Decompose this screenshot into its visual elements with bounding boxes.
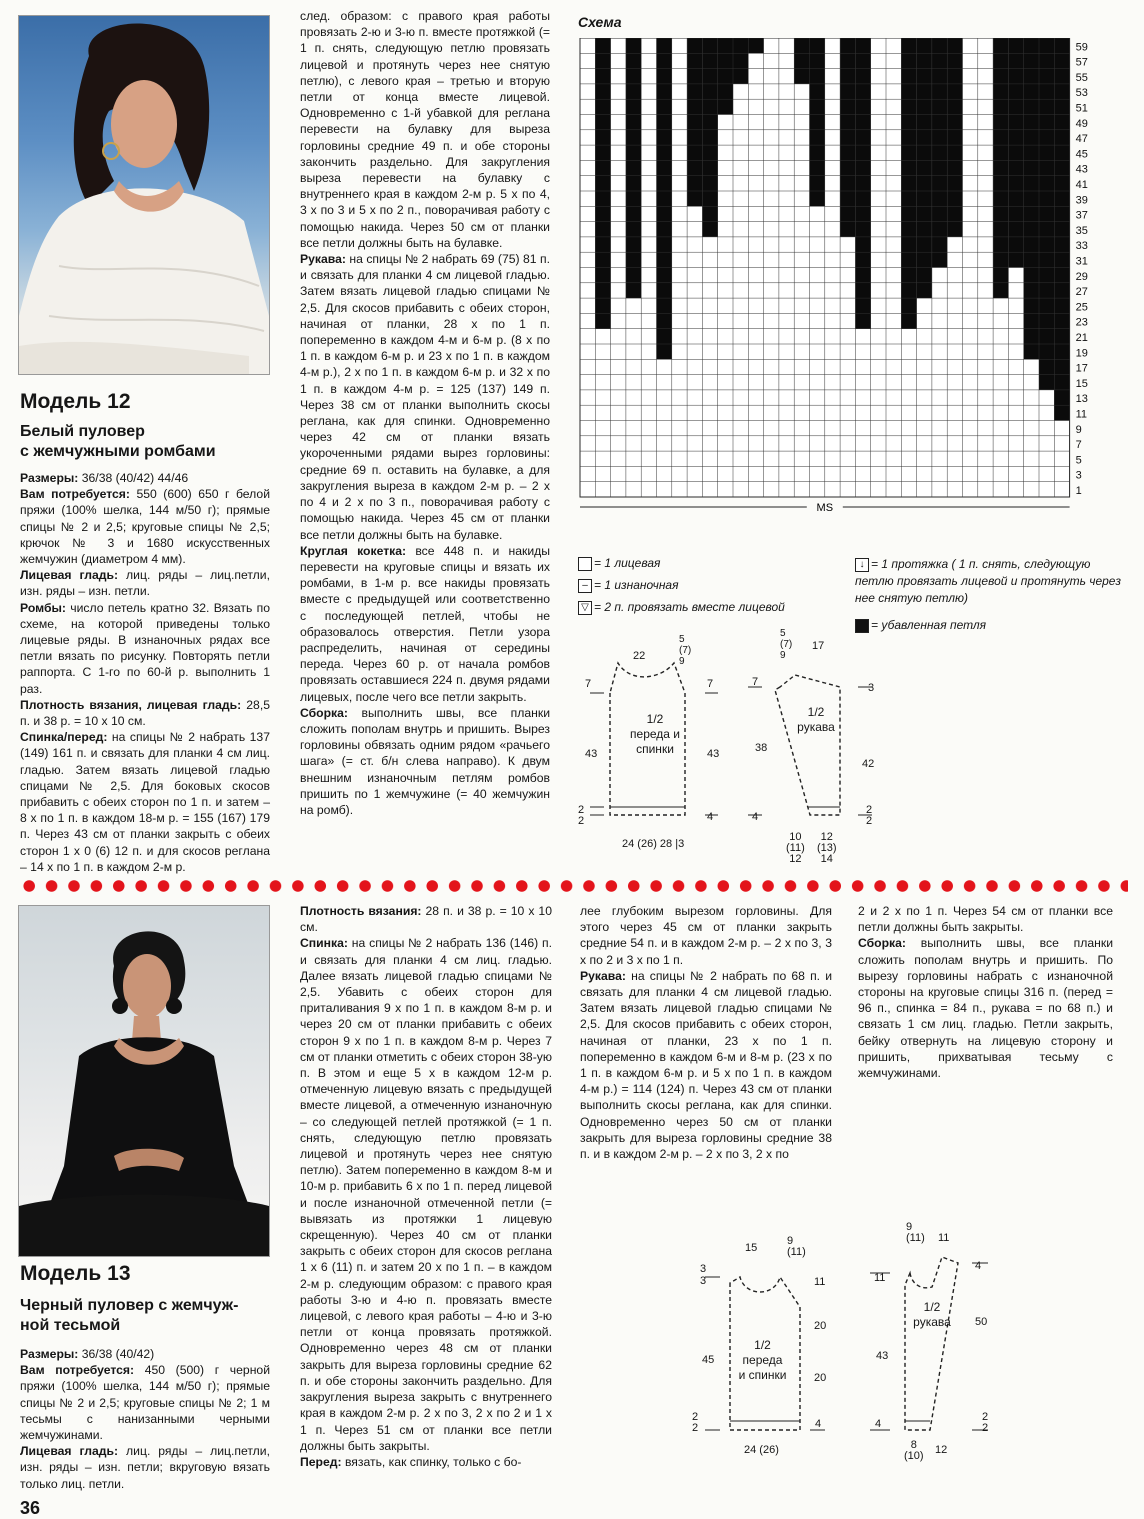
- m13-sleeve-bottom-left: 4: [875, 1418, 882, 1430]
- m13-sleeve-width-left: 8 (10): [904, 1439, 924, 1462]
- paragraph-text: выполнить швы, все планки сложить пополам внутрь и пришить. Вырез горловины обвязать одним рядом «рачьего шага» (= ст. б/н слева направо). К двум внешним изнаночным петлям ромбов пришить по 1 жемчужине (= 40 жемчужин на ромб).: [300, 705, 550, 817]
- paragraph: [20, 729, 270, 875]
- m13-front-label: 1/2 переда и спинки: [738, 1338, 787, 1382]
- model-12-photo: [18, 15, 270, 375]
- row-number: 21: [1075, 332, 1088, 344]
- m12-sleeve-bottom-left: 4: [752, 811, 759, 823]
- paragraph: [300, 251, 550, 543]
- m13-front-height: 45: [702, 1354, 715, 1366]
- paragraph-text: все 448 п. и накиды перевести на круговые спицы и вязать их ромбами, в 1-м р. все накиды провязать вместе с предыдущей или соответственно с последующей петлей, чтобы не образовалось отверстия. Петли узора распределить, начиная от середины переда. Через 60 р. от начала ромбов провязать оставшиеся 224 п. двумя рядами лицевых, после чего все петли закрыть.: [300, 543, 551, 704]
- m13-front-right-3: 20: [814, 1372, 827, 1384]
- paragraph-text: лиц. ряды – лиц.петли, изн. ряды – изн. петли; вкруговую вязать только лиц. петли.: [20, 1444, 270, 1491]
- m13-front-bottom-left: 2 2: [692, 1411, 699, 1434]
- m12-front-width: 24 (26) 28 |3: [622, 838, 685, 850]
- decreased-stitch-column: [901, 38, 916, 329]
- row-number: 1: [1075, 485, 1082, 497]
- paragraph: [20, 567, 270, 599]
- decreased-stitch-column: [993, 38, 1008, 298]
- paragraph-text: на спицы № 2 набрать 69 (75) 81 п. и связать для планки 4 см лицевой гладью. Затем вязать лицевой гладью спицами № 2,5. Для скосов прибавить с обеих сторон, начиная от планки, 28 х по 1 п. попеременно в каждом 4-м и 6-м р. (8 х по 1 п. в каждом 6-м р. и 23 х по 1 п. в каждом 4-м р.), 2 х по 1 п. в каждом 6-м р. и 32 х по 1 п. в каждом 4-м р. = 125 (137) 149 п. Через 38 см от планки выполнить скосы реглана, как для спинки. Одновременно через 42 см от планки вязать укороченными рядами вырез горловины: средние 69 п. оставить на булавке, а для закругления выреза в каждом 2-м р. – 2 х по 4 и 2 х по 3 п., поворачивая работу с помощью накида. Через 45 см от планки все петли должны быть на булавке.: [300, 252, 550, 542]
- m12-sleeve-right-top: 3: [868, 682, 875, 694]
- row-number: 13: [1075, 393, 1088, 406]
- m13-sleeve-width-right: 12: [935, 1444, 948, 1456]
- model-13-col4: [858, 903, 1113, 1081]
- paragraph-text: 36/38 (40/42) 44/46: [78, 471, 189, 485]
- paragraph-text: число петель кратно 32. Вязать по схеме, на которой приведены только лицевые ряды. В изнаночных рядах все петли вязать по рисунку. Повторять петли раппорта. С 1-го по 60-й р. выполнить 1 раз.: [20, 600, 270, 696]
- row-number: 3: [1075, 469, 1082, 482]
- model-13-col2: [300, 903, 552, 1470]
- legend-decreased: = убавленная петля: [855, 618, 986, 633]
- paragraph: [300, 8, 550, 251]
- decreased-stitch-column: [595, 38, 610, 329]
- paragraph-text: след. образом: с правого края работы провязать 2-ю и 3-ю п. вместе протяжкой (= 1 п. снять, следующую петлю провязать лицевой и протянуть через нее снятую петлю), с левого края – третью и вторую петли от конца вместе лицевой. Одновременно с 1-й убавкой для реглана перевести на булавку для выреза горловины средние 49 п. и обе стороны закончить раздельно. Для закругления выреза перевести на булавку с внутреннего края в каждом 2-м р. 5 х по 4, 3 х по 3 и 5 х по 2 п., поворачивая работу с помощью накида. Через 50 см от планки все петли должны быть на булавке.: [300, 9, 550, 250]
- decreased-stitch-column: [626, 38, 641, 298]
- decreased-stitch-column: [794, 38, 809, 84]
- paragraph: [300, 705, 550, 818]
- knitting-chart: [575, 38, 1135, 548]
- paragraph-label: Перед:: [300, 1454, 342, 1469]
- row-number: 41: [1075, 179, 1088, 191]
- paragraph-text: 550 (600) 650 г белой пряжи (100% шелка, 144 м/50 г); прямые спицы № 2 и 2,5; круговые спицы № 2,5; крючок № 3 и 1680 искусственных жемчужин (диаметром 4 мм).: [20, 487, 270, 567]
- m13-sleeve-height-left: 43: [876, 1350, 889, 1362]
- decreased-stitch-column: [718, 38, 733, 115]
- paragraph-label: Рукава:: [300, 252, 346, 267]
- paragraph-text: на спицы № 2 набрать 136 (146) п. и связать для планки 4 см лиц. гладью. Далее вязать лицевой гладью спицами № 2,5. Убавить с обеих сторон для приталивания 9 х по 1 п. в каждом 8-м р. и через 20 см от планки прибавить с обеих сторон 9 х по 1 п. в каждом 8-м р. Через 7 см от планки отметить с обеих сторон 38-ую п. В этом и еще 5 х в каждом 12-м р. отмеченную лицевую вязать с предыдущей вместе лицевой, а отмеченную изнаночную – со следующей петлей протяжкой (= 1 п. снять, следующую петлю провязать лицевой и протянуть через нее снятую петлю). Затем попеременно в каждом 8-м и 10-м р. прибавить 6 х по 1 п. перед лицевой и после изнаночной отмеченной петли (= вывязать из протяжки 1 лицевую скрещенную). Через 40 см от планки закрыть с обеих сторон для скосов реглана 1 х 6 (11) п. и затем 20 х по 1 п. – в каждом 2-м р. следующим образом: с правого края работы 3-ю и 4-ю п. провязать вместе лицевой, с левого края работы – 4-ю и 3-ю петли от конца провязать протяжкой. Одновременно через 48 см от планки закрыть для выреза горловины средние 62 п. и обе стороны закончить раздельно. Для закругления выреза закрыть с внутреннего края в каждом 2-м р. 2 х по 3, 2 х по 2 и 1 х 1 п. Через 51 см от планки все петли должны быть закрыты.: [300, 936, 552, 1453]
- paragraph-text: на спицы № 2 набрать по 68 п. и связать для планки 4 см лицевой гладью. Затем вязать лицевой гладью спицами № 2,5. Для скосов прибавить с обеих сторон, начиная от планки, 23 х по 1 п. попеременно в каждом 6-м и 8-м р. (23 х по 1 п. в каждом 6-м р. и 5 х по 1 п. в каждом 4-м р.) = 114 (124) п. Через 43 см от планки выполнить скосы реглана, как для спинки. Одновременно через 50 см от планки закрыть для выреза горловины средние 38 п. и в каждом 2-м р. – 2 х по 3, 2 х по: [580, 968, 832, 1162]
- legend-knit: = 1 лицевая: [578, 556, 660, 571]
- row-number: 43: [1075, 163, 1088, 176]
- row-number: 17: [1075, 362, 1088, 375]
- paragraph-text: вязать, как спинку, только с бо-: [341, 1454, 522, 1469]
- decreased-stitch-column: [840, 38, 855, 237]
- decreased-stitch-column: [748, 38, 763, 53]
- m13-sleeve-top-right: 11: [938, 1232, 950, 1244]
- decreased-stitch-column: [810, 38, 825, 206]
- decreased-stitch-column: [947, 38, 962, 237]
- m13-front-bottom-right: 4: [815, 1418, 822, 1430]
- m12-front-bottom-right: 4: [707, 811, 714, 823]
- m12-sleeve-left-top: 7: [752, 676, 759, 688]
- legend-skp: ↓ = 1 протяжка ( 1 п. снять, следующую петлю провязать лицевой и протянуть через нее снятую петлю): [855, 557, 1121, 605]
- m12-front-height-left: 43: [585, 748, 598, 760]
- row-number: 45: [1075, 148, 1088, 161]
- paragraph-text: 450 (500) г черной пряжи (100% шелка, 144 м/50 г); прямые спицы № 2 и 2,5; круговые спицы № 2; 1 м тесьмы с нанизанными черными жемчужинами.: [20, 1363, 271, 1443]
- model-13-photo: [18, 905, 270, 1257]
- paragraph-text: лее глубоким вырезом горловины. Для этого через 45 см от планки закрыть средние 54 п. и в каждом 2-м р. – 2 х по 3, 3 х по 2 и 3 х по 1 п.: [580, 904, 832, 967]
- paragraph: [20, 1362, 270, 1443]
- m12-front-left: 7: [585, 678, 592, 690]
- paragraph-label: Ромбы:: [20, 600, 66, 615]
- m13-front-neck: 9 (11): [787, 1235, 806, 1258]
- model-13-col3: [580, 903, 832, 1162]
- row-number: 7: [1075, 439, 1082, 452]
- paragraph-label: Спинка:: [300, 936, 348, 951]
- paragraph: [20, 697, 270, 729]
- row-number: 5: [1075, 454, 1082, 467]
- paragraph-label: Плотность вязания, лицевая гладь:: [20, 697, 242, 712]
- model-13-col1: [20, 1346, 270, 1492]
- m13-sleeve-label: 1/2 рукава: [913, 1300, 951, 1329]
- m12-sleeve-width-left: 10 (11) 12: [786, 831, 805, 865]
- page-number: 36: [20, 1498, 41, 1518]
- m13-front-left: 3 3: [700, 1263, 707, 1287]
- paragraph-text: 36/38 (40/42): [78, 1347, 155, 1361]
- paragraph-text: 28,5 п. и 38 р. = 10 х 10 см.: [20, 697, 270, 729]
- m13-front-right-2: 20: [814, 1320, 827, 1332]
- decreased-stitch-column: [1054, 38, 1069, 421]
- row-number: 57: [1075, 56, 1088, 69]
- paragraph: [20, 470, 270, 486]
- m12-front-top: 22: [633, 650, 646, 662]
- m12-front-neck: 5 (7) 9: [679, 634, 692, 667]
- row-number: 59: [1075, 41, 1088, 54]
- m13-sleeve-bottom-right: 2 2: [982, 1411, 989, 1434]
- m12-sleeve-neck: 5 (7) 9: [780, 628, 793, 661]
- paragraph-label: Сборка:: [300, 705, 348, 720]
- m12-front-right: 7: [707, 678, 714, 690]
- decreased-stitch-column: [702, 38, 717, 237]
- model-12-col1: [20, 470, 270, 875]
- model-13-title: Модель 13: [20, 1262, 131, 1285]
- m12-front-label: 1/2 переда и спинки: [630, 712, 680, 756]
- paragraph-text: 2 и 2 х по 1 п. Через 54 см от планки все петли должны быть закрыты.: [858, 904, 1113, 935]
- m12-front-bottom-left: 2 2: [578, 804, 585, 827]
- paragraph: [580, 968, 832, 1162]
- m13-front-top: 15: [745, 1242, 758, 1254]
- row-number: 47: [1075, 133, 1088, 146]
- row-number: 55: [1075, 71, 1088, 84]
- row-number: 37: [1075, 209, 1088, 222]
- m12-sleeve-height-left: 38: [755, 742, 768, 754]
- paragraph-label: Лицевая гладь:: [20, 1444, 119, 1459]
- row-number: 27: [1075, 286, 1088, 299]
- row-number: 19: [1075, 347, 1088, 360]
- row-number: 53: [1075, 87, 1088, 100]
- row-number: 9: [1075, 423, 1082, 436]
- legend-k2tog: ▽ = 2 п. провязать вместе лицевой: [578, 600, 785, 615]
- paragraph-label: Лицевая гладь:: [20, 568, 119, 583]
- paragraph-text: лиц. ряды – лиц.петли, изн. ряды – изн. петли.: [20, 568, 270, 599]
- paragraph-text: на спицы № 2 набрать 137 (149) 161 п. и связать для планки 4 см лиц. гладью. Затем вязать лицевой гладью спицами № 2,5. Для боковых скосов прибавить с обеих сторон по 1 п. и затем – 8 х по 1 п. в каждом 18-м р. = 155 (167) 179 п. Через 43 см от планки закрыть с обеих сторон 1 х 0 (6) 12 п. и для скосов реглана – 14 х по 1 п. в каждом 2-м р.: [20, 730, 270, 874]
- paragraph-label: Спинка/перед:: [20, 730, 108, 745]
- decreased-stitch-column: [733, 38, 748, 84]
- decreased-stitch-column: [1024, 38, 1039, 359]
- row-number: 51: [1075, 102, 1088, 115]
- paragraph: [580, 903, 832, 968]
- paragraph: [20, 1346, 270, 1362]
- model-12-col2: [300, 8, 550, 818]
- row-number: 29: [1075, 270, 1088, 283]
- paragraph-label: Круглая кокетка:: [300, 543, 407, 558]
- paragraph: [858, 935, 1113, 1081]
- dotted-divider: [18, 878, 1128, 894]
- paragraph: [300, 543, 550, 705]
- paragraph: [20, 1443, 270, 1492]
- decreased-stitch-column: [1008, 38, 1023, 268]
- paragraph-text: 28 п. и 38 р. = 10 х 10 см.: [300, 904, 552, 935]
- m13-front-right-1: 11: [814, 1276, 826, 1288]
- row-number: 31: [1075, 255, 1088, 268]
- paragraph: [20, 600, 270, 697]
- model-12-subtitle-2: с жемчужными ромбами: [20, 443, 216, 460]
- decreased-stitch-column: [1039, 38, 1054, 390]
- decreased-stitch-column: [855, 38, 870, 329]
- paragraph-label: Рукава:: [580, 968, 626, 983]
- row-number: 23: [1075, 316, 1088, 329]
- ms-label: MS: [816, 502, 834, 514]
- paragraph: [300, 1454, 552, 1470]
- decreased-stitch-column: [657, 38, 672, 359]
- decreased-stitch-column: [917, 38, 932, 298]
- decreased-stitch-column: [687, 38, 702, 206]
- m13-front-width: 24 (26): [744, 1444, 779, 1456]
- paragraph: [858, 903, 1113, 935]
- paragraph-label: Вам потребуется:: [20, 487, 130, 502]
- paragraph-label: Плотность вязания:: [300, 904, 422, 918]
- row-number: 33: [1075, 240, 1088, 253]
- scheme-title: Схема: [578, 14, 622, 30]
- row-number: 39: [1075, 194, 1088, 207]
- m13-sleeve-right-1: 4: [975, 1260, 982, 1272]
- row-number: 11: [1075, 408, 1088, 421]
- row-number: 49: [1075, 117, 1088, 130]
- paragraph-label: Размеры:: [20, 471, 79, 485]
- model-12-subtitle-1: Белый пуловер: [20, 423, 145, 440]
- legend-purl: – = 1 изнаночная: [578, 578, 679, 593]
- paragraph-label: Вам потребуется:: [20, 1363, 135, 1378]
- model-13-subtitle-2: ной тесьмой: [20, 1317, 121, 1334]
- paragraph-label: Размеры:: [20, 1347, 79, 1361]
- m13-sleeve-left-1: 11: [874, 1272, 886, 1284]
- paragraph-label: Сборка:: [858, 936, 906, 951]
- paragraph: [300, 903, 552, 935]
- paragraph: [20, 486, 270, 567]
- row-number: 15: [1075, 377, 1088, 390]
- m13-sleeve-neck: 9 (11): [906, 1221, 925, 1244]
- m12-sleeve-height-right: 42: [862, 758, 875, 770]
- row-number: 35: [1075, 224, 1088, 237]
- m12-sleeve-top-right: 17: [812, 640, 825, 652]
- row-number: 25: [1075, 301, 1088, 314]
- paragraph-text: выполнить швы, все планки сложить пополам внутрь и пришить. По вырезу горловины набрать с изнаночной стороны на круговые спицы 316 п. (перед = 96 п., спинка = 84 п., рукава = по 68 п.) и связать 1 см лиц. гладью. Петли закрыть, бейку отвернуть на лицевую сторону и пришить, прихватывая тесьму с жемчужинами.: [858, 936, 1113, 1081]
- decreased-stitch-column: [932, 38, 947, 268]
- m12-front-height-right: 43: [707, 748, 720, 760]
- model-12-title: Модель 12: [20, 390, 131, 413]
- m12-sleeve-bottom-right: 2 2: [866, 804, 873, 827]
- model-13-subtitle-1: Черный пуловер с жемчуж-: [20, 1297, 239, 1314]
- m12-sleeve-width-right: 12 (13) 14: [817, 831, 837, 865]
- m12-sleeve-label: 1/2 рукава: [797, 705, 835, 734]
- paragraph: [300, 935, 552, 1454]
- m13-sleeve-height-right: 50: [975, 1316, 988, 1328]
